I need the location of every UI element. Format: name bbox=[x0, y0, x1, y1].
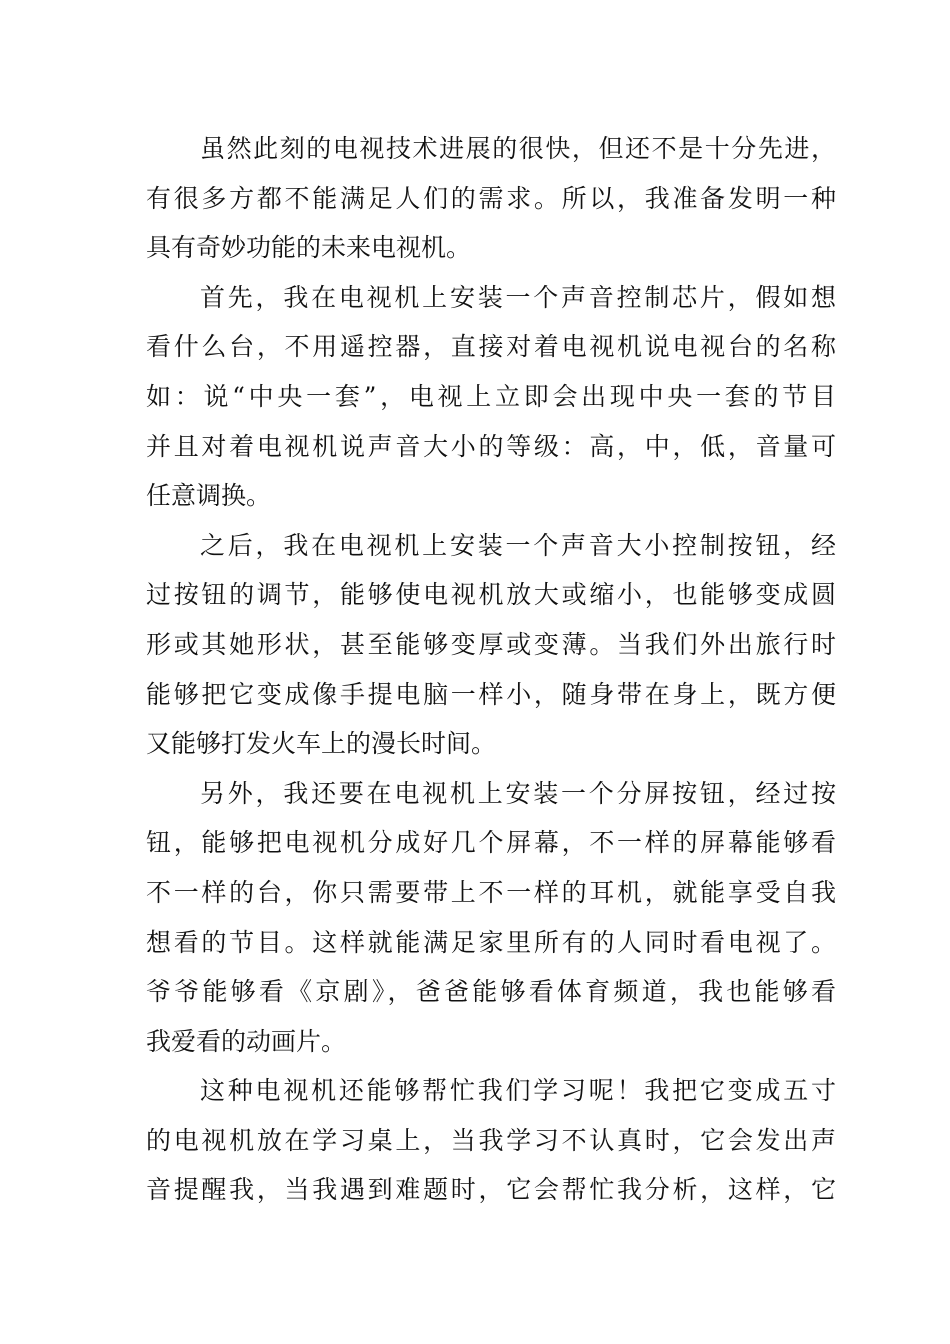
text-line: 之后，我在电视机上安装一个声音大小控制按钮，经 bbox=[200, 530, 836, 560]
text-line: 形或其她形状，甚至能够变厚或变薄。当我们外出旅行时 bbox=[146, 629, 836, 659]
paragraph bbox=[146, 769, 836, 1067]
text-line: 想看的节目。这样就能满足家里所有的人同时看电视了。 bbox=[146, 927, 836, 957]
text-line: 任意调换。 bbox=[146, 481, 272, 511]
text-line: 不一样的台，你只需要带上不一样的耳机，就能享受自我 bbox=[146, 877, 836, 907]
text-line: 具有奇妙功能的未来电视机。 bbox=[146, 233, 472, 263]
text-line: 过按钮的调节，能够使电视机放大或缩小，也能够变成圆 bbox=[146, 580, 836, 610]
text-line: 爷爷能够看《京剧》，爸爸能够看体育频道，我也能够看 bbox=[146, 977, 836, 1007]
text-line: 这种电视机还能够帮忙我们学习呢！我把它变成五寸 bbox=[200, 1076, 836, 1106]
text-line: 钮，能够把电视机分成好几个屏幕，不一样的屏幕能够看 bbox=[146, 828, 836, 858]
paragraph bbox=[146, 521, 836, 769]
text-line: 的电视机放在学习桌上，当我学习不认真时，它会发出声 bbox=[146, 1125, 836, 1155]
text-line: 并且对着电视机说声音大小的等级：高，中，低，音量可 bbox=[146, 431, 836, 461]
text-line: 看什么台，不用遥控器，直接对着电视机说电视台的名称 bbox=[146, 332, 836, 362]
text-line: 能够把它变成像手提电脑一样小，随身带在身上，既方便 bbox=[146, 679, 836, 709]
paragraph bbox=[146, 273, 836, 521]
paragraph bbox=[146, 1066, 836, 1215]
text-line: 我爱看的动画片。 bbox=[146, 1026, 347, 1056]
text-line: 首先，我在电视机上安装一个声音控制芯片，假如想 bbox=[200, 282, 836, 312]
text-line: 虽然此刻的电视技术进展的很快，但还不是十分先进， bbox=[200, 134, 836, 163]
text-line: 有很多方都不能满足人们的需求。所以，我准备发明一种 bbox=[146, 183, 836, 213]
text-line: 如：说“中央一套”，电视上立即会出现中央一套的节目 bbox=[146, 381, 836, 411]
text-line: 又能够打发火车上的漫长时间。 bbox=[146, 729, 497, 759]
document-body bbox=[146, 124, 836, 1215]
text-line: 音提醒我，当我遇到难题时，它会帮忙我分析，这样，它 bbox=[146, 1175, 836, 1205]
text-line: 另外，我还要在电视机上安装一个分屏按钮，经过按 bbox=[200, 778, 836, 808]
paragraph bbox=[146, 124, 836, 273]
